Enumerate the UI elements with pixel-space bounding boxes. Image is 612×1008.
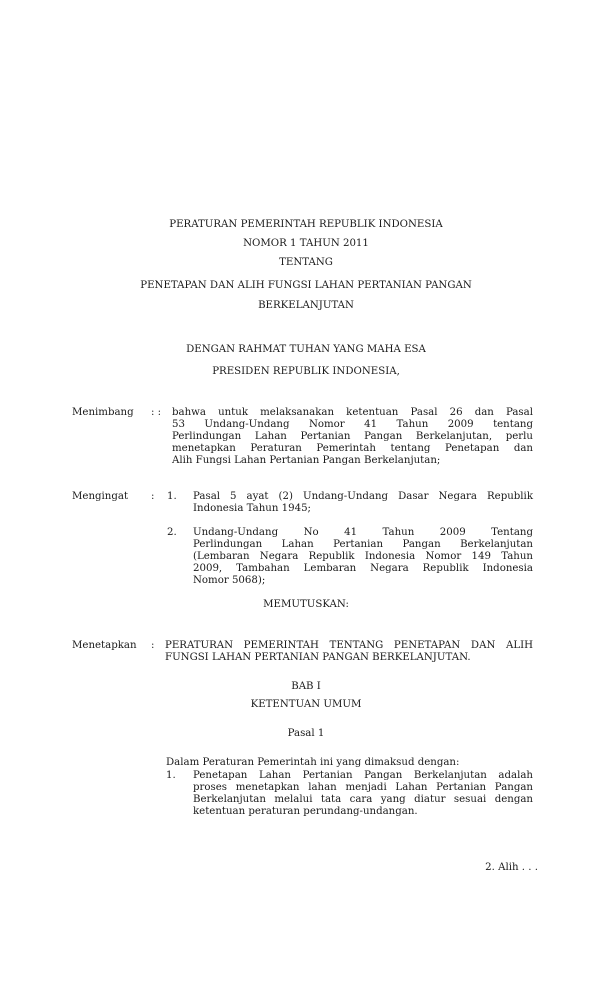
text-line: (Lembaran Negara Republik Indonesia Nomor 149 Tahun	[193, 551, 533, 562]
mengingat-item-1	[193, 491, 533, 515]
mengingat-item-1-number: 1.	[167, 491, 177, 502]
text-line: Perlindungan Lahan Pertanian Pangan Berkelanjutan	[193, 539, 533, 550]
bab-heading: BAB I	[291, 681, 321, 692]
text-line: Penetapan Lahan Pertanian Pangan Berkelanjutan adalah	[193, 770, 533, 781]
menimbang-colon: : :	[151, 407, 162, 418]
menimbang-label: Menimbang	[72, 407, 134, 418]
page-continuation: 2. Alih . . .	[485, 862, 538, 873]
title-line-4: PENETAPAN DAN ALIH FUNGSI LAHAN PERTANIAN PANGAN	[140, 280, 472, 291]
mengingat-colon: :	[151, 491, 155, 502]
text-line: Indonesia Tahun 1945;	[193, 503, 311, 514]
text-line: FUNGSI LAHAN PERTANIAN PANGAN BERKELANJUTAN.	[165, 652, 471, 663]
text-line: menetapkan Peraturan Pemerintah tentang Penetapan dan	[172, 443, 533, 454]
text-line: PERATURAN PEMERINTAH TENTANG PENETAPAN DAN ALIH	[165, 640, 533, 651]
menetapkan-label: Menetapkan	[72, 640, 137, 651]
text-line: Undang-Undang No 41 Tahun 2009 Tentang	[193, 527, 533, 538]
text-line: ketentuan peraturan perundang-undangan.	[193, 806, 418, 817]
mengingat-item-2-number: 2.	[167, 527, 177, 538]
menimbang-text	[172, 407, 533, 467]
pasal-intro: Dalam Peraturan Pemerintah ini yang dimaksud dengan:	[166, 757, 460, 768]
mengingat-label: Mengingat	[72, 491, 129, 502]
menetapkan-colon: :	[151, 640, 155, 651]
text-line: 53 Undang-Undang Nomor 41 Tahun 2009 tentang	[172, 419, 533, 430]
text-line: 2009, Tambahan Lembaran Negara Republik Indonesia	[193, 563, 533, 574]
memutuskan-heading: MEMUTUSKAN:	[263, 599, 349, 610]
bab-title: KETENTUAN UMUM	[250, 699, 362, 710]
text-line: Pasal 5 ayat (2) Undang-Undang Dasar Negara Republik	[193, 491, 533, 502]
text-line: proses menetapkan lahan menjadi Lahan Pertanian Pangan	[193, 782, 533, 793]
text-line: bahwa untuk melaksanakan ketentuan Pasal 26 dan Pasal	[172, 407, 533, 418]
menetapkan-text	[165, 640, 533, 664]
text-line: Berkelanjutan melalui tata cara yang diatur sesuai dengan	[193, 794, 533, 805]
text-line: Alih Fungsi Lahan Pertanian Pangan Berkelanjutan;	[172, 455, 441, 466]
pasal-heading: Pasal 1	[287, 728, 325, 739]
title-line-2: NOMOR 1 TAHUN 2011	[243, 238, 369, 249]
title-line-1: PERATURAN PEMERINTAH REPUBLIK INDONESIA	[169, 219, 443, 230]
pasal-item-1	[193, 770, 533, 818]
pasal-item-1-number: 1.	[166, 770, 176, 781]
text-line: Perlindungan Lahan Pertanian Pangan Berkelanjutan, perlu	[172, 431, 533, 442]
president-heading: PRESIDEN REPUBLIK INDONESIA,	[212, 366, 400, 377]
text-line: Nomor 5068);	[193, 575, 266, 586]
title-line-5: BERKELANJUTAN	[258, 300, 354, 311]
mengingat-item-2	[193, 527, 533, 587]
invocation: DENGAN RAHMAT TUHAN YANG MAHA ESA	[186, 344, 426, 355]
title-line-3: TENTANG	[279, 257, 333, 268]
